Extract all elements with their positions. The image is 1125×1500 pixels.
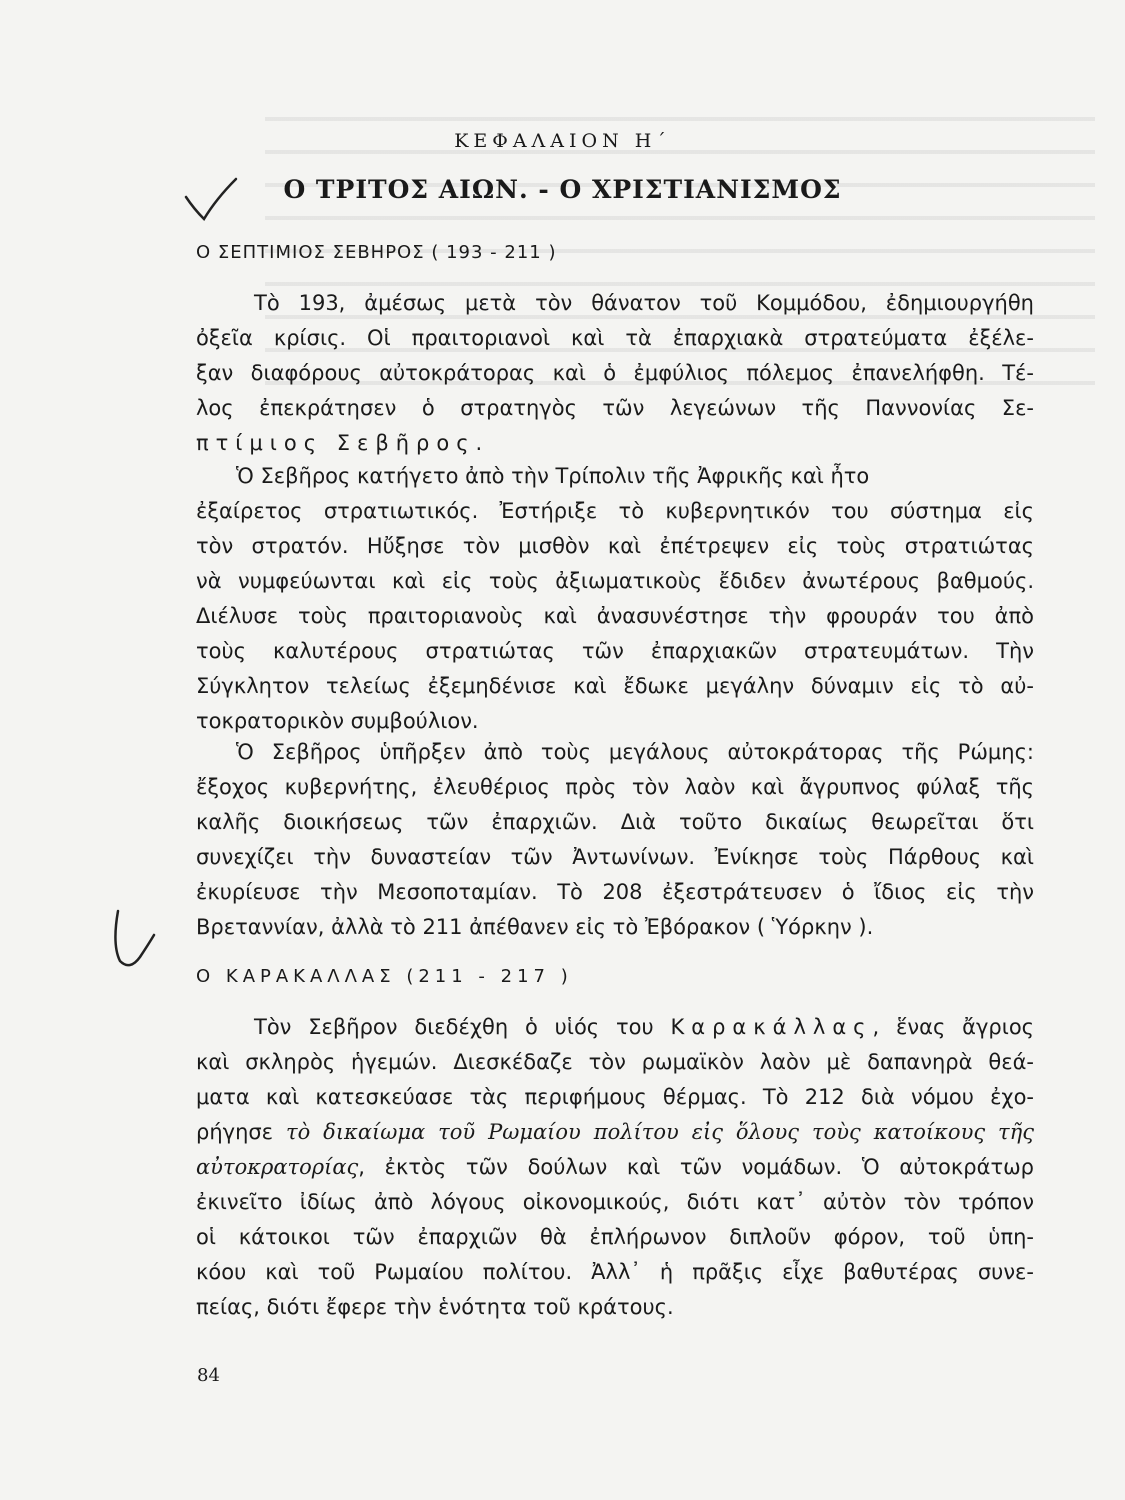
italic-phrase: αὐτοκρατορίας — [196, 1155, 359, 1179]
text-line: Διέλυσε τοὺς πραιτοριανοὺς καὶ ἀνασυνέστησε τὴν φρουράν του ἀπὸ — [196, 604, 1034, 628]
text-line: νὰ νυμφεύωνται καὶ εἰς τοὺς ἀξιωματικοὺς ἔδιδεν ἀνωτέρους βαθμούς. — [196, 569, 1034, 593]
text-line: καὶ σκληρὸς ἡγεμών. Διεσκέδαζε τὸν ρωμαϊκὸν λαὸν μὲ δαπανηρὰ θεά- — [196, 1050, 1034, 1074]
text-line — [196, 1115, 1034, 1150]
text-line: τὸν στρατόν. Ηὔξησε τὸν μισθὸν καὶ ἐπέτρεψεν εἰς τοὺς στρατιώτας — [196, 534, 1034, 558]
text-line: ἔξοχος κυβερνήτης, ἐλευθέριος πρὸς τὸν λαὸν καὶ ἄγρυπνος φύλαξ τῆς — [196, 775, 1034, 799]
text-segment: , ἕνας ἄγριος — [872, 1015, 1035, 1039]
text-line: Ὁ Σεβῆρος κατήγετο ἀπὸ τὴν Τρίπολιν τῆς Ἀφρικῆς καὶ ἦτο — [236, 464, 870, 488]
text-line: καλῆς διοικήσεως τῶν ἐπαρχιῶν. Διὰ τοῦτο δικαίως θεωρεῖται ὅτι — [196, 810, 1034, 834]
chapter-label: ΚΕΦΑΛΑΙΟΝ Η΄ — [454, 130, 671, 152]
paragraph-severus-rise — [196, 286, 1034, 461]
italic-phrase: τὸ δικαίωμα τοῦ Ρωμαίου πολίτου εἰς ὅλους τοὺς κατοίκους τῆς — [285, 1120, 1034, 1144]
text-line: Βρεταννίαν, ἀλλὰ τὸ 211 ἀπέθανεν εἰς τὸ Ἐβόρακον ( Ὑόρκην ). — [196, 915, 874, 939]
text-line: συνεχίζει τὴν δυναστείαν τῶν Ἀντωνίνων. Ἐνίκησε τοὺς Πάρθους καὶ — [196, 845, 1034, 869]
text-line: ἐξαίρετος στρατιωτικός. Ἐστήριξε τὸ κυβερνητικόν του σύστημα εἰς — [196, 499, 1034, 523]
text-line: ξαν διαφόρους αὐτοκράτορας καὶ ὁ ἐμφύλιος πόλεμος ἐπανελήφθη. Τέ- — [196, 361, 1034, 385]
u-mark-annotation — [108, 905, 158, 975]
section-heading-caracalla: Ο ΚΑΡΑΚΑΛΛΑΣ (211 - 217 ) — [196, 966, 573, 987]
text-line: πτίμιος Σεβῆρος. — [196, 431, 490, 455]
section-heading-severus: Ο ΣΕΠΤΙΜΙΟΣ ΣΕΒΗΡΟΣ ( 193 - 211 ) — [196, 242, 557, 263]
text-line: οἱ κάτοικοι τῶν ἐπαρχιῶν θὰ ἐπλήρωνον διπλοῦν φόρον, τοῦ ὑπη- — [196, 1225, 1034, 1249]
text-line: πείας, διότι ἔφερε τὴν ἑνότητα τοῦ κράτους. — [196, 1295, 674, 1319]
text-line: ματα καὶ κατεσκεύασε τὰς περιφήμους θέρμας. Τὸ 212 διὰ νόμου ἐχο- — [196, 1085, 1034, 1109]
text-line: λος ἐπεκράτησεν ὁ στρατηγὸς τῶν λεγεώνων τῆς Παννονίας Σε- — [196, 396, 1034, 420]
text-line: ἐκινεῖτο ἰδίως ἀπὸ λόγους οἰκονομικούς, διότι κατ᾽ αὐτὸν τὸν τρόπον — [196, 1190, 1034, 1214]
text-line: κόου καὶ τοῦ Ρωμαίου πολίτου. Ἀλλ᾽ ἡ πρᾶξις εἶχε βαθυτέρας συνε- — [196, 1260, 1034, 1284]
text-line: ἐκυρίευσε τὴν Μεσοποταμίαν. Τὸ 208 ἐξεστράτευσεν ὁ ἴδιος εἰς τὴν — [196, 880, 1034, 904]
text-line: Ὁ Σεβῆρος ὑπῆρξεν ἀπὸ τοὺς μεγάλους αὐτοκράτορας τῆς Ρώμης: — [236, 740, 1034, 764]
chapter-title: Ο ΤΡΙΤΟΣ ΑΙΩΝ. - Ο ΧΡΙΣΤΙΑΝΙΣΜΟΣ — [283, 175, 842, 204]
text-line — [196, 1010, 1034, 1045]
paragraph-severus-reforms — [196, 459, 1034, 739]
text-segment: Τὸν Σεβῆρον διεδέχθη ὁ υἱός του — [254, 1015, 671, 1039]
text-line: τοὺς καλυτέρους στρατιώτας τῶν ἐπαρχιακῶν στρατευμάτων. Τὴν — [196, 639, 1034, 663]
page-number: 84 — [197, 1365, 220, 1386]
text-line: τοκρατορικὸν συμβούλιον. — [196, 709, 479, 733]
text-segment: ρήγησε — [196, 1120, 286, 1144]
text-line: Τὸ 193, ἀμέσως μετὰ τὸν θάνατον τοῦ Κομμόδου, ἐδημιουργήθη — [254, 291, 1034, 315]
text-line: Σύγκλητον τελείως ἐξεμηδένισε καὶ ἔδωκε μεγάλην δύναμιν εἰς τὸ αὐ- — [196, 674, 1034, 698]
paragraph-severus-legacy — [196, 735, 1034, 945]
caracalla-name: Καρακάλλας — [670, 1015, 873, 1039]
text-line: ὀξεῖα κρίσις. Οἱ πραιτοριανοὶ καὶ τὰ ἐπαρχιακὰ στρατεύματα ἐξέλε- — [196, 326, 1034, 350]
text-line — [196, 1150, 1034, 1185]
text-segment: , ἐκτὸς τῶν δούλων καὶ τῶν νομάδων. Ὁ αὐτοκράτωρ — [358, 1155, 1034, 1179]
paragraph-caracalla — [196, 1010, 1034, 1325]
